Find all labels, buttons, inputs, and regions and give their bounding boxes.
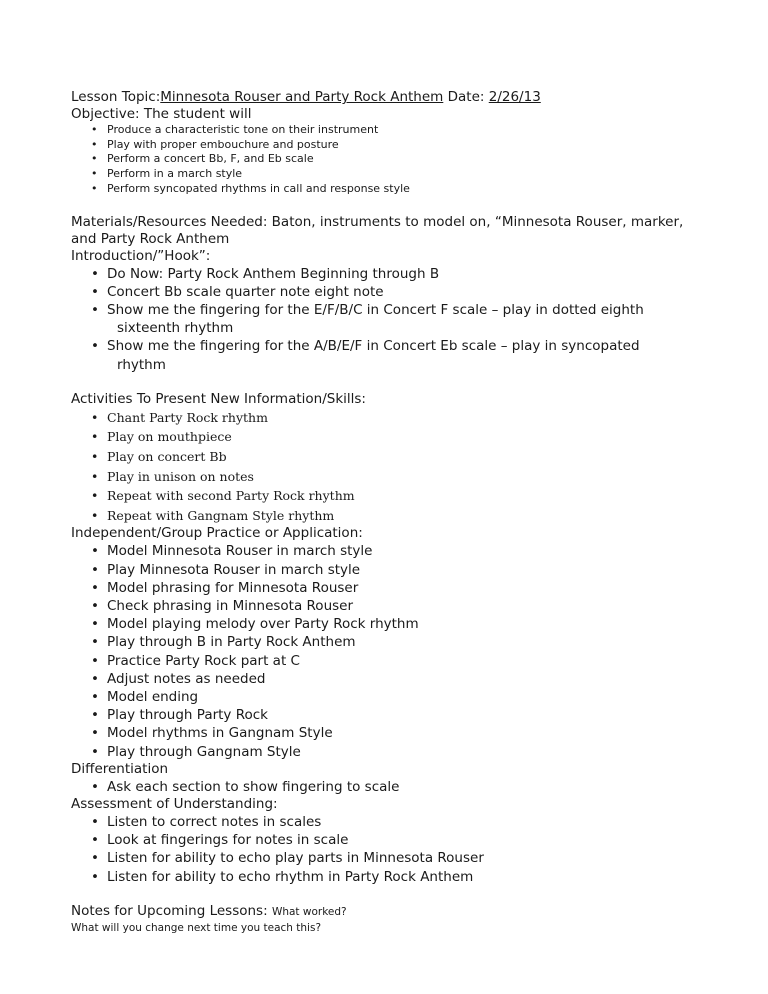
assessment-heading: Assessment of Understanding:: [71, 795, 278, 812]
list-item: • Listen for ability to echo play parts in Minnesota Rouser: [71, 849, 711, 867]
topic-value: Minnesota Rouser and Party Rock Anthem: [160, 89, 444, 105]
notes-heading: Notes for Upcoming Lessons:: [71, 902, 268, 919]
list-item: • Play in unison on notes: [71, 467, 711, 487]
list-item-continuation: sixteenth rhythm: [117, 320, 234, 337]
list-item: • Model playing melody over Party Rock rhythm: [71, 615, 711, 633]
practice-heading: Independent/Group Practice or Application:: [71, 525, 363, 542]
list-item: • Repeat with second Party Rock rhythm: [71, 486, 711, 506]
list-item-continuation: rhythm: [117, 356, 166, 373]
list-item: • Produce a characteristic tone on their instrument: [71, 123, 711, 138]
spacer: [71, 886, 711, 903]
notes-question-what-worked: What worked?: [271, 905, 347, 918]
list-item: • Perform in a march style: [71, 167, 711, 182]
introduction-heading: Introduction/”Hook”:: [71, 247, 211, 264]
lesson-topic-line: [71, 89, 711, 106]
list-item-text: Do Now: Party Rock Anthem Beginning through B: [107, 265, 440, 282]
list-item: [71, 265, 711, 283]
topic-label: Lesson Topic:: [71, 89, 161, 105]
list-item: [71, 301, 711, 337]
differentiation-list: [71, 778, 711, 796]
assessment-list: [71, 813, 711, 886]
list-item-text: Show me the fingering for the E/F/B/C in Concert F scale – play in dotted eighth: [107, 301, 644, 318]
list-item: • Play on mouthpiece: [71, 427, 711, 447]
list-item: • Practice Party Rock part at C: [71, 652, 711, 670]
list-item: • Check phrasing in Minnesota Rouser: [71, 597, 711, 615]
list-item: • Chant Party Rock rhythm: [71, 408, 711, 428]
differentiation-heading: Differentiation: [71, 760, 169, 777]
list-item: [71, 337, 711, 373]
list-item: • Play through Party Rock: [71, 706, 711, 724]
spacer: [71, 197, 711, 214]
list-item: • Play Minnesota Rouser in march style: [71, 561, 711, 579]
list-item: • Look at fingerings for notes in scale: [71, 831, 711, 849]
date-label: Date:: [447, 89, 485, 105]
list-item: • Listen for ability to echo rhythm in Party Rock Anthem: [71, 868, 711, 886]
practice-list: [71, 542, 711, 760]
materials-text: Materials/Resources Needed: Baton, instruments to model on, “Minnesota Rouser, marker, and Party Rock Anthem: [71, 213, 684, 247]
introduction-list: [71, 265, 711, 374]
list-item: • Perform a concert Bb, F, and Eb scale: [71, 152, 711, 167]
activities-list: [71, 408, 711, 526]
list-item: • Model rhythms in Gangnam Style: [71, 724, 711, 742]
list-item: [71, 283, 711, 301]
list-item: • Listen to correct notes in scales: [71, 813, 711, 831]
list-item: • Play through B in Party Rock Anthem: [71, 633, 711, 651]
activities-heading: Activities To Present New Information/Skills:: [71, 390, 366, 407]
list-item: • Play on concert Bb: [71, 447, 711, 467]
list-item-text: Show me the fingering for the A/B/E/F in Concert Eb scale – play in syncopated: [107, 338, 640, 355]
list-item-text: Concert Bb scale quarter note eight note: [107, 283, 384, 300]
notes-question-change: What will you change next time you teach this?: [71, 921, 322, 934]
date-value: 2/26/13: [488, 89, 541, 105]
list-item: • Perform syncopated rhythms in call and response style: [71, 182, 711, 197]
objective-list: [71, 123, 711, 197]
list-item: • Play through Gangnam Style: [71, 743, 711, 761]
lesson-plan-document: [71, 89, 711, 935]
notes-line: [71, 903, 711, 921]
list-item: • Model phrasing for Minnesota Rouser: [71, 579, 711, 597]
list-item: • Adjust notes as needed: [71, 670, 711, 688]
objective-heading: Objective: The student will: [71, 106, 252, 122]
list-item: • Model Minnesota Rouser in march style: [71, 542, 711, 560]
list-item: • Play with proper embouchure and posture: [71, 138, 711, 153]
list-item: • Ask each section to show fingering to scale: [71, 778, 711, 796]
spacer: [71, 374, 711, 391]
list-item: • Repeat with Gangnam Style rhythm: [71, 506, 711, 526]
list-item: • Model ending: [71, 688, 711, 706]
